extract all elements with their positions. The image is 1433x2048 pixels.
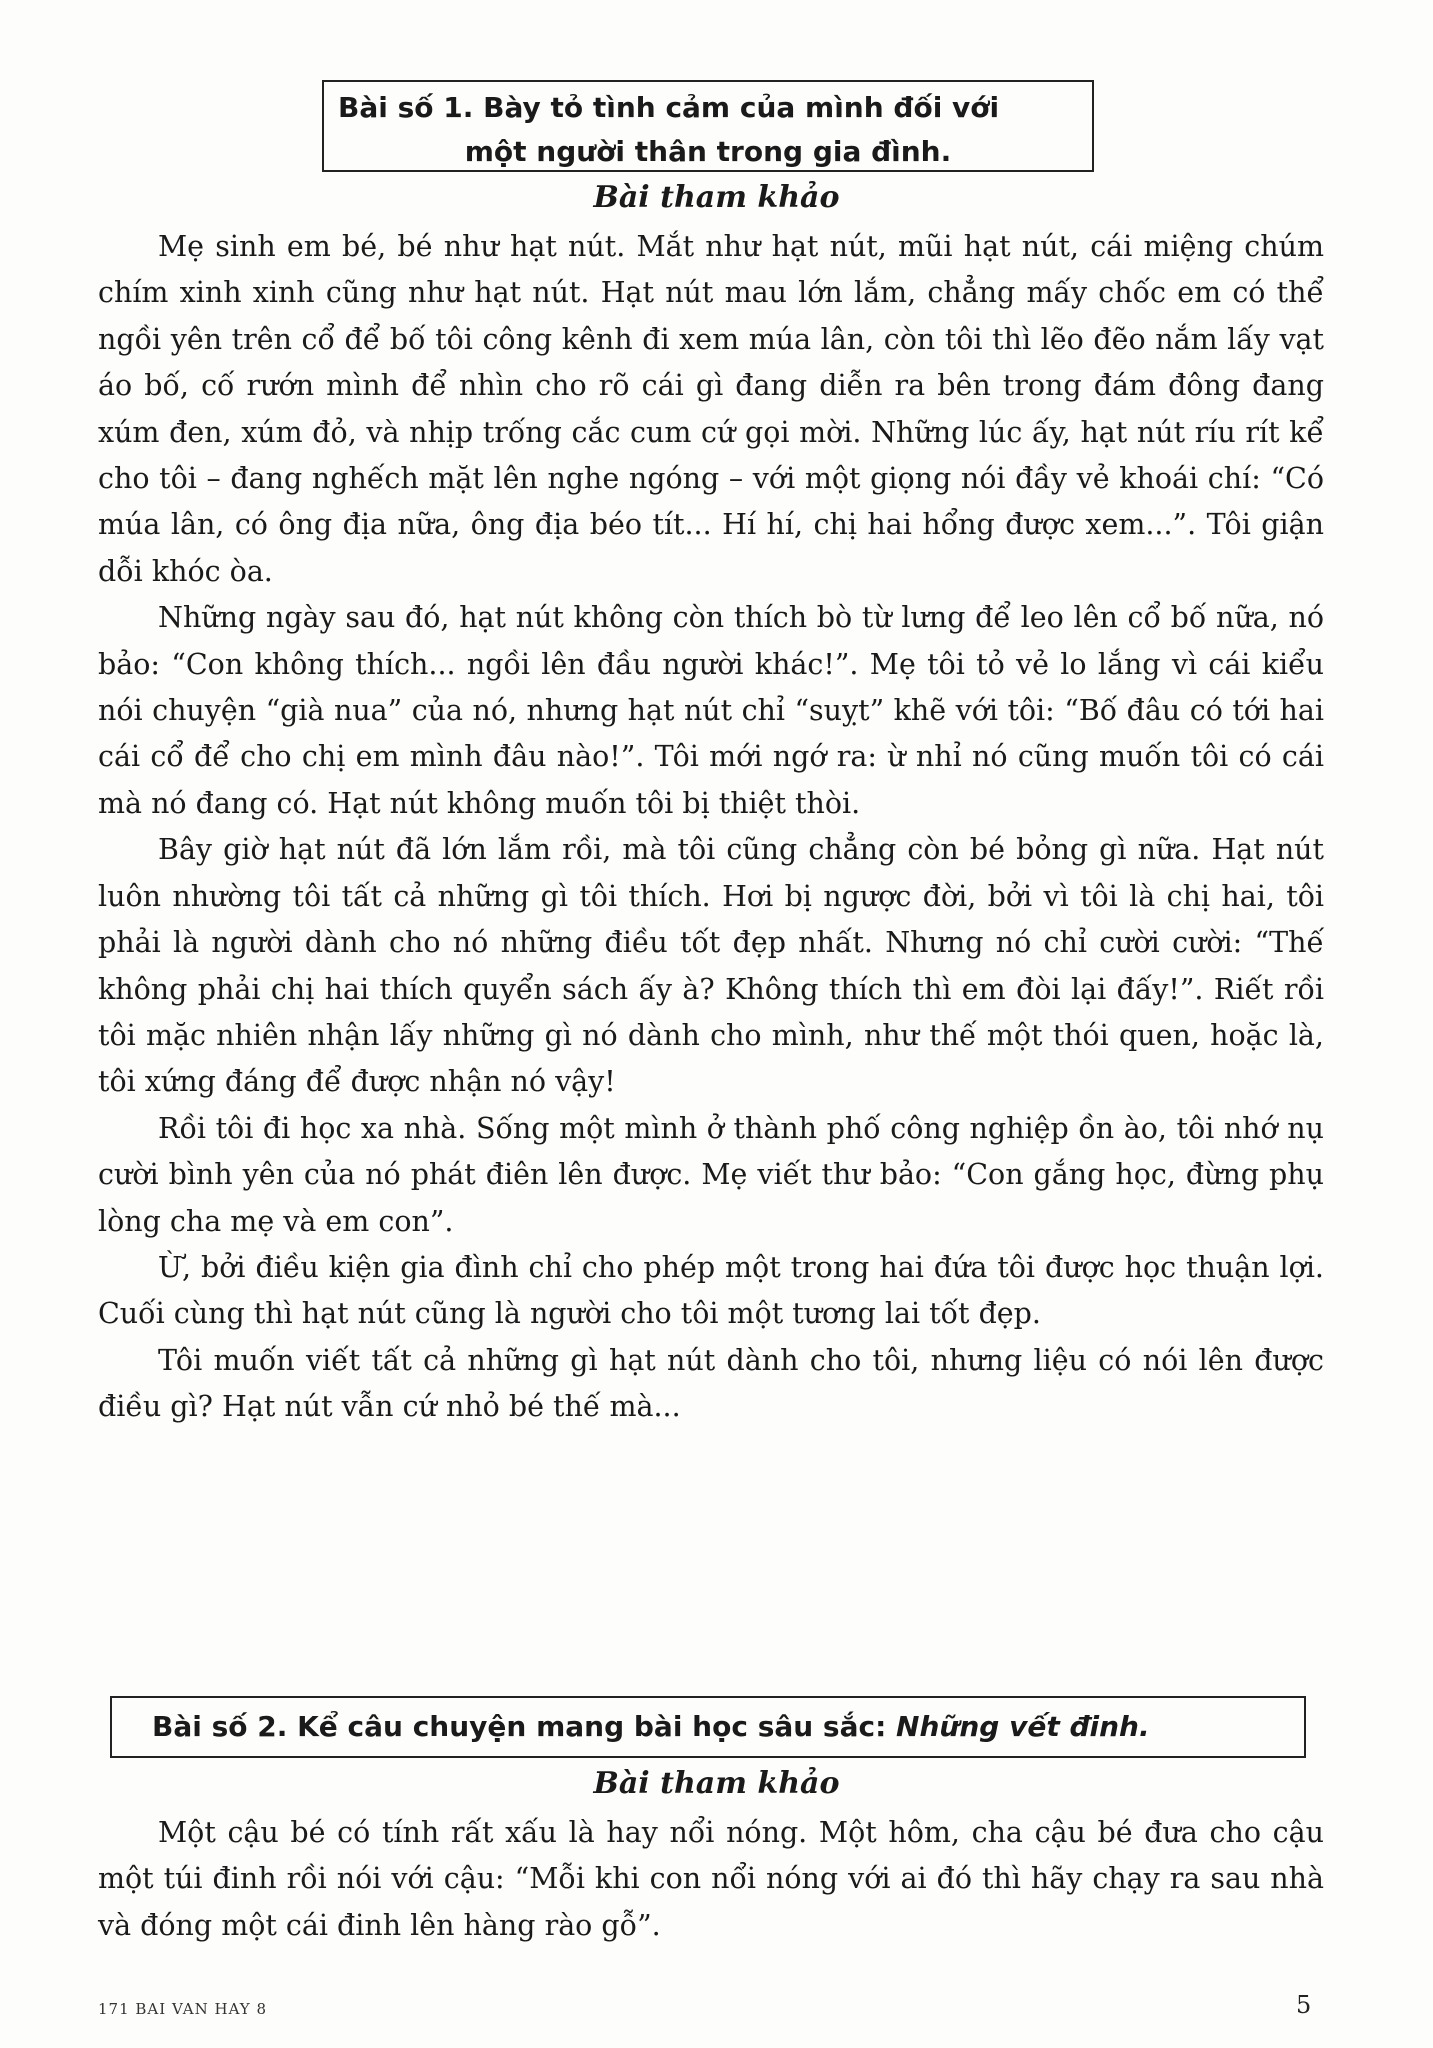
footer-book-title: 171 BAI VAN HAY 8 xyxy=(98,2000,268,2018)
section1-title-line2: một người thân trong gia đình. xyxy=(464,135,952,168)
section1-title-box xyxy=(322,80,1094,172)
section1-paragraph: Bây giờ hạt nút đã lớn lắm rồi, mà tôi cũng chẳng còn bé bỏng gì nữa. Hạt nút luôn nhường tôi tất cả những gì tôi thích. Hơi bị ngược đời, bởi vì tôi là chị hai, tôi phải là người dành cho nó những điều tốt đẹp nhất. Nhưng nó chỉ cười cười: “Thế không phải chị hai thích quyển sách ấy à? Không thích thì em đòi lại đấy!”. Riết rồi tôi mặc nhiên nhận lấy những gì nó dành cho mình, như thế một thói quen, hoặc là, tôi xứng đáng để được nhận nó vậy! xyxy=(98,833,1324,1099)
section1-paragraph: Những ngày sau đó, hạt nút không còn thích bò từ lưng để leo lên cổ bố nữa, nó bảo: “Con không thích... ngồi lên đầu người khác!”. Mẹ tôi tỏ vẻ lo lắng vì cái kiểu nói chuyện “già nua” của nó, nhưng hạt nút chỉ “suỵt” khẽ với tôi: “Bố đâu có tới hai cái cổ để cho chị em mình đâu nào!”. Tôi mới ngớ ra: ừ nhỉ nó cũng muốn tôi có cái mà nó đang có. Hạt nút không muốn tôi bị thiệt thòi. xyxy=(98,601,1324,820)
section1-paragraph: Mẹ sinh em bé, bé như hạt nút. Mắt như hạt nút, mũi hạt nút, cái miệng chúm chím xinh xinh cũng như hạt nút. Hạt nút mau lớn lắm, chẳng mấy chốc em có thể ngồi yên trên cổ để bố tôi công kênh đi xem múa lân, còn tôi thì lẽo đẽo nắm lấy vạt áo bố, cố rướn mình để nhìn cho rõ cái gì đang diễn ra bên trong đám đông đang xúm đen, xúm đỏ, và nhịp trống cắc cum cứ gọi mời. Những lúc ấy, hạt nút ríu rít kể cho tôi – đang nghếch mặt lên nghe ngóng – với một giọng nói đầy vẻ khoái chí: “Có múa lân, có ông địa nữa, ông địa béo tít... Hí hí, chị hai hổng được xem...”. Tôi giận dỗi khóc òa. xyxy=(98,230,1324,588)
section1-paragraph: Rồi tôi đi học xa nhà. Sống một mình ở thành phố công nghiệp ồn ào, tôi nhớ nụ cười bình yên của nó phát điên lên được. Mẹ viết thư bảo: “Con gắng học, đừng phụ lòng cha mẹ và em con”. xyxy=(98,1111,1324,1238)
section1-title-line1: Bài số 1. Bày tỏ tình cảm của mình đối với xyxy=(338,91,1000,124)
section1-body xyxy=(98,224,1324,1431)
section2-subheading: Bài tham khảo xyxy=(593,1766,840,1801)
section1-paragraph: Tôi muốn viết tất cả những gì hạt nút dành cho tôi, nhưng liệu có nói lên được điều gì? Hạt nút vẫn cứ nhỏ bé thế mà... xyxy=(98,1343,1324,1424)
section2-body xyxy=(98,1810,1324,1949)
section2-title-box xyxy=(110,1696,1306,1758)
section1-subheading: Bài tham khảo xyxy=(593,180,840,215)
section2-title-prefix: Bài số 2. Kể câu chuyện mang bài học sâu sắc: xyxy=(152,1710,897,1743)
section2-paragraph: Một cậu bé có tính rất xấu là hay nổi nóng. Một hôm, cha cậu bé đưa cho cậu một túi đinh rồi nói với cậu: “Mỗi khi con nổi nóng với ai đó thì hãy chạy ra sau nhà và đóng một cái đinh lên hàng rào gỗ”. xyxy=(98,1816,1324,1942)
page-number: 5 xyxy=(1296,1991,1312,2019)
section1-paragraph: Ừ, bởi điều kiện gia đình chỉ cho phép một trong hai đứa tôi được học thuận lợi. Cuối cùng thì hạt nút cũng là người cho tôi một tương lai tốt đẹp. xyxy=(98,1250,1324,1331)
section2-title-italic: Những vết đinh. xyxy=(896,1710,1150,1743)
